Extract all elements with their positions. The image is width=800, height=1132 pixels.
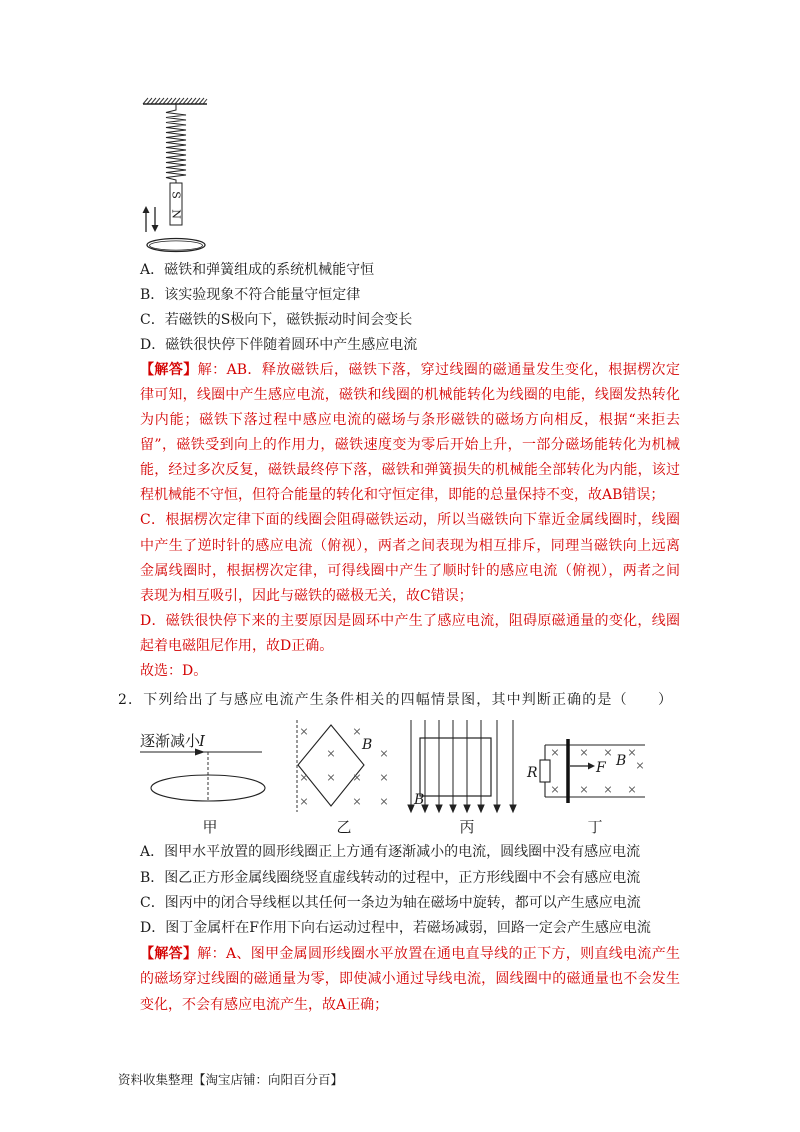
- option-a: A．磁铁和弹簧组成的系统机械能守恒: [140, 261, 375, 278]
- field-cross-mark: ×: [603, 746, 613, 759]
- field-cross-mark: ×: [379, 771, 389, 784]
- field-cross-mark: ×: [379, 795, 389, 808]
- option-a: A．图甲水平放置的圆形线圈正上方通有逐渐减小的电流，圆线圈中没有感应电流: [140, 844, 641, 861]
- answer-line: 留”，磁铁受到向上的作用力，磁铁速度变为零后开始上升，一部分磁场能转化为机械: [140, 437, 680, 454]
- figure-jia: [140, 732, 265, 836]
- force-arrow-icon: [588, 763, 595, 770]
- answer-text: 解：AB．释放磁铁后，磁铁下落，穿过线圈的磁通量发生变化，根据楞次定: [197, 361, 680, 378]
- answer-line: [140, 358, 680, 383]
- field-cross-mark: ×: [603, 783, 613, 796]
- current-label: 逐渐减小: [140, 732, 201, 750]
- figure-ding: [526, 739, 645, 836]
- answer-line: 变化，不会有感应电流产生，故A正确；: [140, 996, 389, 1013]
- field-cross-mark: ×: [326, 747, 336, 760]
- option-d: D．图丁金属杆在F作用下向右运动过程中，若磁场减弱，回路一定会产生感应电流: [140, 920, 651, 937]
- field-cross-mark: ×: [635, 759, 645, 772]
- answer-line: 为内能；磁铁下落过程中感应电流的磁场与条形磁铁的磁场方向相反，根据“来拒去: [140, 412, 680, 429]
- answer-label: 【解答】: [140, 945, 198, 962]
- answer-line: 表现为相互吸引，因此与磁铁的磁极无关，故C错误；: [140, 587, 473, 604]
- metal-ring-icon: [147, 239, 205, 252]
- up-arrow-icon: [143, 206, 150, 232]
- force-symbol: F: [596, 760, 606, 776]
- answer-label: 【解答】: [140, 361, 198, 378]
- option-b: B．图乙正方形金属线圈绕竖直虚线转动的过程中，正方形线圈中不会有感应电流: [140, 869, 641, 886]
- q1-options-and-answer: [140, 258, 680, 685]
- answer-line: 律可知，线圈中产生感应电流，磁铁和线圈的机械能转化为线圈的电能，线圈发热转化: [140, 386, 680, 403]
- figure-caption: 乙: [336, 818, 352, 836]
- option-c: C．若磁铁的S极向下，磁铁振动时间会变长: [140, 311, 413, 328]
- option-c: C．图丙中的闭合导线框以其任何一条边为轴在磁场中旋转，都可以产生感应电流: [140, 895, 641, 912]
- ceiling-hatch-icon: [143, 98, 207, 104]
- resistor-symbol: R: [527, 765, 538, 781]
- option-b: B．该实验现象不符合能量守恒定律: [140, 286, 361, 303]
- page-footer: 资料收集整理【淘宝店铺：向阳百分百】: [118, 1072, 344, 1087]
- answer-line: 起着电磁阻尼作用，故D正确。: [140, 637, 334, 654]
- field-symbol: B: [362, 737, 373, 753]
- figure-bing: [408, 720, 516, 836]
- q2-options-and-answer: [140, 840, 680, 1018]
- answer-line: 中产生了逆时针的感应电流（俯视），两者之间表现为相互排斥，同理当磁铁向上远离: [140, 537, 680, 554]
- field-symbol: B: [616, 753, 627, 769]
- field-cross-mark: ×: [352, 771, 362, 784]
- down-arrow-icon: [152, 207, 159, 232]
- figure-caption: 丙: [459, 818, 475, 836]
- magnet-pole-s: S: [169, 191, 183, 199]
- field-cross-mark: ×: [627, 783, 637, 796]
- q2-stem: 2．下列给出了与感应电流产生条件相关的四幅情景图，其中判断正确的是（ ）: [118, 691, 672, 708]
- answer-text: 解：A、图甲金属圆形线圈水平放置在通电直导线的正下方，则直线电流产生: [197, 945, 681, 962]
- field-cross-mark: ×: [379, 747, 389, 760]
- answer-line: 金属线圈时，根据楞次定律，可得线圈中产生了顺时针的感应电流（俯视），两者之间: [140, 562, 680, 579]
- answer-line: D．磁铁很快停下来的主要原因是圆环中产生了感应电流，阻碍原磁通量的变化，线圈: [140, 612, 680, 629]
- field-cross-mark: ×: [550, 746, 560, 759]
- rectangular-loop-icon: [420, 738, 491, 796]
- answer-line: 能，经过多次反复，磁铁最终停下落，磁铁和弹簧损失的机械能全部转化为内能，该过: [140, 462, 680, 479]
- field-cross-mark: ×: [579, 783, 589, 796]
- answer-line: 的磁场穿过线圈的磁通量为零，即使减小通过导线电流，圆线圈中的磁通量也不会发生: [140, 971, 680, 988]
- magnet-pole-n: N: [169, 209, 183, 219]
- field-cross-mark: ×: [579, 746, 589, 759]
- field-symbol: B: [414, 792, 425, 808]
- answer-line: C．根据楞次定律下面的线圈会阻碍磁铁运动，所以当磁铁向下靠近金属线圈时，线圈: [140, 512, 680, 529]
- figure-yi: [297, 720, 389, 836]
- field-cross-mark: ×: [326, 771, 336, 784]
- spring-icon: [166, 104, 186, 183]
- answer-line: [140, 942, 680, 967]
- figure-caption: 丁: [587, 818, 603, 836]
- field-cross-mark: ×: [352, 725, 362, 738]
- field-cross-mark: ×: [299, 795, 309, 808]
- field-cross-mark: ×: [299, 771, 309, 784]
- field-cross-mark: ×: [550, 783, 560, 796]
- field-cross-mark: ×: [299, 725, 309, 738]
- q2-figures: [118, 712, 658, 842]
- option-d: D．磁铁很快停下伴随着圆环中产生感应电流: [140, 336, 418, 353]
- q1-spring-magnet-figure: [130, 90, 230, 260]
- current-symbol: I: [199, 732, 205, 750]
- field-cross-mark: ×: [627, 746, 637, 759]
- field-cross-mark: ×: [352, 795, 362, 808]
- figure-caption: 甲: [202, 818, 218, 836]
- answer-line: 程机械能不守恒，但符合能量的转化和守恒定律，即能的总量保持不变，故AB错误；: [140, 487, 665, 504]
- answer-conclusion: 故选：D。: [140, 663, 208, 679]
- resistor-icon: [540, 760, 550, 782]
